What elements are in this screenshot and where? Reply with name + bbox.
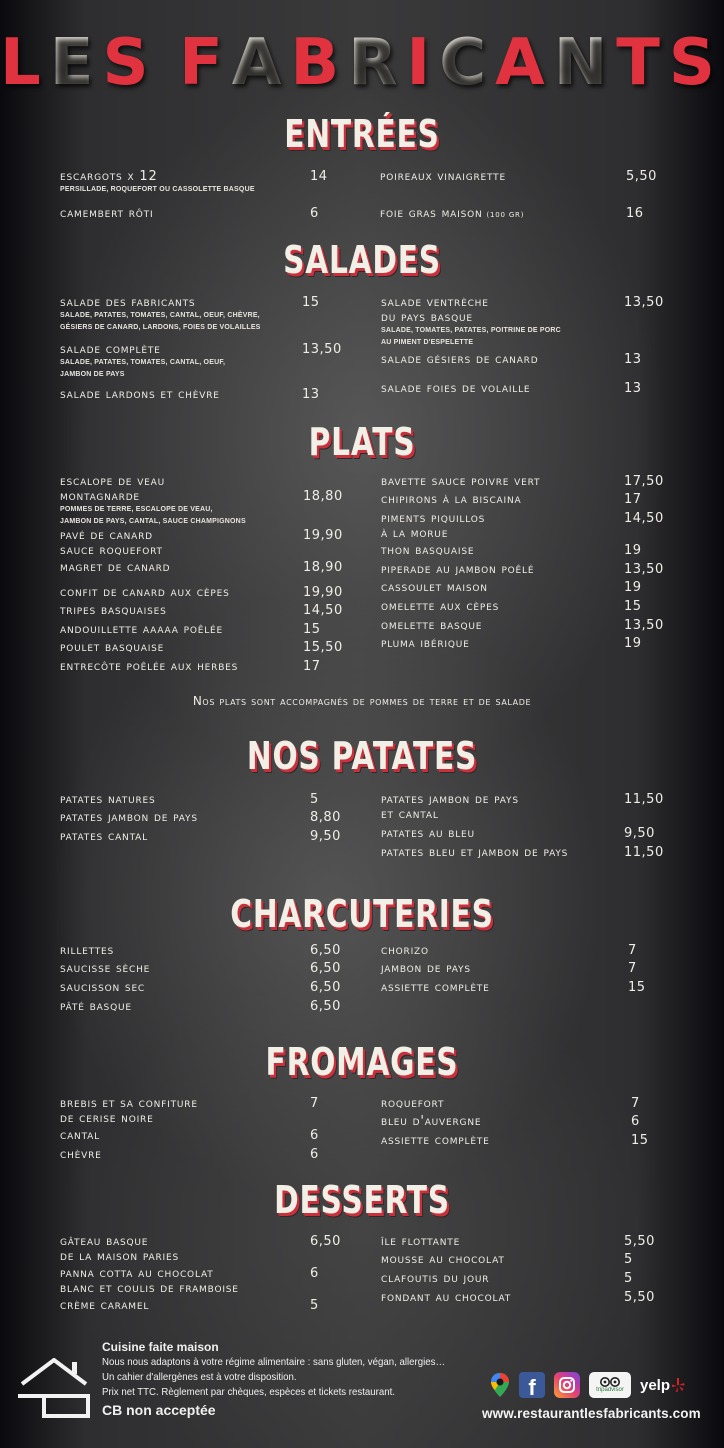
- menu-item: [60, 1298, 360, 1313]
- title-letter: R: [348, 26, 407, 100]
- item-price: 5,50: [624, 1234, 655, 1249]
- item-price: 7: [628, 943, 637, 958]
- menu-item: [60, 640, 360, 655]
- item-price: 15: [302, 295, 320, 310]
- item-price: 6: [310, 1266, 319, 1281]
- item-name-text: pavé de canard: [60, 528, 153, 543]
- menu-item: [60, 206, 360, 221]
- item-name-text: patates natures: [60, 792, 156, 807]
- item-price: 16: [626, 206, 644, 221]
- heading-salades: SALADES: [283, 238, 441, 282]
- item-description: GÉSIERS DE CANARD, LARDONS, FOIES DE VOLAILLES: [60, 324, 261, 331]
- menu-item: [60, 829, 360, 844]
- item-price: 18,80: [303, 489, 343, 504]
- item-price: 13: [624, 352, 642, 367]
- item-description: PERSILLADE, ROQUEFORT OU CASSOLETTE BASQUE: [60, 186, 255, 193]
- item-price: 6: [310, 1128, 319, 1143]
- item-price: 13,50: [302, 342, 342, 357]
- item-price: 5: [310, 1298, 319, 1313]
- item-name-line2: sauce roquefort: [60, 543, 163, 558]
- item-name: [60, 474, 360, 489]
- item-name-line2: de la maison paries: [60, 1249, 180, 1264]
- menu-item: [60, 387, 370, 402]
- item-price: 13,50: [624, 295, 664, 310]
- item-name-text: panna cotta au chocolat: [60, 1266, 214, 1281]
- item-name-line2: du pays basque: [381, 310, 473, 325]
- menu-item: [381, 618, 681, 633]
- menu-item: [381, 381, 681, 396]
- menu-item: [60, 999, 360, 1014]
- item-name-text: saucisson sec: [60, 980, 146, 995]
- menu-item: [60, 810, 360, 825]
- menu-item: [380, 169, 680, 184]
- item-name-text: fondant au chocolat: [381, 1290, 512, 1305]
- instagram-icon[interactable]: [554, 1372, 580, 1398]
- item-price: 6,50: [310, 1234, 341, 1249]
- facebook-label: f: [528, 1375, 536, 1400]
- item-name-text: jambon de pays: [381, 961, 471, 976]
- menu-item: [381, 295, 681, 349]
- item-name-text: bleu d'auvergne: [381, 1114, 482, 1129]
- item-name-text: omelette aux cèpes: [381, 599, 500, 614]
- item-name-text: bavette sauce poivre vert: [381, 474, 541, 489]
- item-description: SALADE, PATATES, TOMATES, CANTAL, OEUF, CHÈVRE,: [60, 312, 260, 319]
- item-description: POMMES DE TERRE, ESCALOPE DE VEAU,: [60, 506, 213, 513]
- footer-payment-note: CB non acceptée: [102, 1402, 216, 1418]
- item-name-text: cassoulet maison: [381, 580, 488, 595]
- item-name-text: pluma ibérique: [381, 636, 470, 651]
- item-name-text: thon basquaise: [381, 543, 475, 558]
- item-description: JAMBON DE PAYS: [60, 371, 125, 378]
- item-price: 19: [624, 543, 642, 558]
- item-name-text: omelette basque: [381, 618, 483, 633]
- item-name-text: salade des fabricants: [60, 295, 196, 310]
- footer-line: Un cahier d'allergènes est à votre disposition.: [102, 1371, 297, 1383]
- item-name: [381, 1271, 681, 1286]
- item-price: 5,50: [626, 169, 657, 184]
- menu-item: [381, 980, 681, 995]
- item-name-text: mousse au chocolat: [381, 1252, 505, 1267]
- menu-item: [381, 352, 681, 367]
- heading-charcuteries: CHARCUTERIES: [230, 892, 494, 936]
- item-price: 14,50: [303, 603, 343, 618]
- item-name-text: patates jambon de pays: [60, 810, 198, 825]
- item-name-text: brebis et sa confiture: [60, 1096, 198, 1111]
- item-price: 9,50: [310, 829, 341, 844]
- item-price: 15: [303, 622, 321, 637]
- menu-item: [60, 1147, 360, 1162]
- item-name: [381, 1252, 681, 1267]
- facebook-icon[interactable]: [519, 1372, 545, 1398]
- menu-item: [381, 1096, 681, 1111]
- title-letter: B: [290, 26, 349, 100]
- heading-plats: PLATS: [308, 420, 416, 464]
- menu-item: [60, 528, 360, 558]
- item-price: 5: [310, 792, 319, 807]
- item-name-text: crème caramel: [60, 1298, 150, 1313]
- item-name-text: poulet basquaise: [60, 640, 165, 655]
- item-name-text: escargots x 12: [60, 169, 158, 184]
- item-name-text: cantal: [60, 1128, 100, 1143]
- menu-item: [60, 980, 360, 995]
- item-name-line2: et cantal: [381, 807, 439, 822]
- item-name-text: pâté basque: [60, 999, 132, 1014]
- item-name-text: escalope de veau: [60, 474, 165, 489]
- menu-item: [60, 1266, 360, 1296]
- title-letter: S: [668, 26, 724, 100]
- item-name-text: piperade au jambon poêlé: [381, 562, 535, 577]
- item-name-text: camembert rôti: [60, 206, 154, 221]
- tripadvisor-icon[interactable]: [589, 1372, 631, 1398]
- restaurant-title: [0, 28, 724, 98]
- item-name-text: tripes basquaises: [60, 603, 167, 618]
- title-letter: T: [616, 26, 669, 100]
- map-pin-icon[interactable]: [490, 1372, 510, 1398]
- item-price: 11,50: [624, 845, 664, 860]
- menu-item: [60, 792, 360, 807]
- item-name-text: chèvre: [60, 1147, 102, 1162]
- item-price: 6,50: [310, 980, 341, 995]
- item-price: 5: [624, 1252, 633, 1267]
- item-price: 8,80: [310, 810, 341, 825]
- heading-desserts: DESSERTS: [274, 1178, 450, 1222]
- item-price: 6,50: [310, 961, 341, 976]
- item-name-text: gâteau basque: [60, 1234, 149, 1249]
- menu-item: [60, 622, 360, 637]
- item-name-text: andouillette aaaaa poêlée: [60, 622, 224, 637]
- item-name-text: entrecôte poêlée aux herbes: [60, 659, 239, 674]
- item-name-text: salade ventrèche: [381, 295, 489, 310]
- title-letter: L: [0, 26, 50, 100]
- menu-item: [381, 543, 681, 558]
- menu-item: [381, 1290, 681, 1305]
- item-name-text: foie gras maison: [380, 206, 483, 221]
- item-name-text: assiette complète: [381, 980, 490, 995]
- item-name-text: assiette complète: [381, 1133, 490, 1148]
- heading-fromages: FROMAGES: [265, 1040, 459, 1084]
- title-letter: S: [102, 26, 158, 100]
- item-name-text: rillettes: [60, 943, 115, 958]
- item-name: [60, 295, 370, 310]
- item-price: 19: [624, 636, 642, 651]
- item-name-line2: montagnarde: [60, 489, 140, 504]
- title-letter: C: [439, 26, 496, 100]
- menu-item: [60, 961, 360, 976]
- menu-item: [60, 342, 370, 381]
- tripadvisor-label: tripadvisor: [596, 1387, 624, 1393]
- house-icon: [16, 1358, 92, 1418]
- menu-item: [381, 599, 681, 614]
- menu-item: [381, 511, 681, 541]
- menu-item: [381, 1133, 681, 1148]
- item-price: 17: [303, 659, 321, 674]
- menu-item: [60, 1096, 360, 1126]
- item-name-text: patates au bleu: [381, 826, 475, 841]
- item-price: 13: [624, 381, 642, 396]
- menu-item: [381, 1234, 681, 1249]
- footer-info: [102, 1340, 475, 1420]
- item-price: 15: [631, 1133, 649, 1148]
- item-price: 19: [624, 580, 642, 595]
- menu-item: [381, 845, 681, 860]
- item-price: 19,90: [303, 528, 343, 543]
- title-letter: I: [406, 26, 440, 100]
- social-links: [490, 1372, 685, 1398]
- yelp-label: yelp: [640, 1376, 671, 1394]
- menu-item: [60, 474, 360, 528]
- item-name-text: poireaux vinaigrette: [380, 169, 506, 184]
- menu-item: [380, 206, 680, 223]
- menu-item: [60, 169, 360, 196]
- item-name-suffix: (100 GR): [486, 211, 525, 219]
- menu-item: [381, 580, 681, 595]
- item-price: 18,90: [303, 560, 343, 575]
- item-description: SALADE, PATATES, TOMATES, CANTAL, OEUF,: [60, 359, 226, 366]
- item-name-text: chipirons à la biscaina: [381, 492, 522, 507]
- menu-item: [381, 1271, 681, 1286]
- yelp-icon[interactable]: [640, 1377, 685, 1394]
- item-price: 9,50: [624, 826, 655, 841]
- item-price: 7: [310, 1096, 319, 1111]
- item-price: 6,50: [310, 999, 341, 1014]
- menu-item: [60, 1234, 360, 1264]
- menu-item: [60, 560, 360, 575]
- item-name: [60, 387, 370, 402]
- item-name-line2: de cerise noire: [60, 1111, 154, 1126]
- menu-item: [381, 1252, 681, 1267]
- item-name-line2: à la morue: [381, 526, 449, 541]
- menu-item: [60, 603, 360, 618]
- item-description: JAMBON DE PAYS, CANTAL, SAUCE CHAMPIGNONS: [60, 518, 246, 525]
- item-price: 15,50: [303, 640, 343, 655]
- item-name-text: chorizo: [381, 943, 429, 958]
- title-letter: A: [495, 26, 554, 100]
- menu-item: [381, 474, 681, 489]
- item-price: 5: [624, 1271, 633, 1286]
- menu-item: [381, 636, 681, 651]
- menu-item: [381, 943, 681, 958]
- item-description: AU PIMENT D'ESPELETTE: [381, 339, 474, 346]
- footer-line: Nous nous adaptons à votre régime alimentaire : sans gluten, végan, allergies…: [102, 1356, 446, 1368]
- item-name-text: patates cantal: [60, 829, 148, 844]
- item-description: SALADE, TOMATES, PATATES, POITRINE DE PORC: [381, 327, 561, 334]
- menu-item: [381, 492, 681, 507]
- item-name-text: salade foies de volaille: [381, 381, 531, 396]
- item-name-text: salade gésiers de canard: [381, 352, 539, 367]
- item-price: 15: [628, 980, 646, 995]
- heading-entrees: ENTRÉES: [284, 112, 440, 156]
- item-name-text: patates bleu et jambon de pays: [381, 845, 569, 860]
- menu-item: [381, 961, 681, 976]
- title-letter: F: [179, 26, 232, 100]
- menu-item: [60, 295, 370, 334]
- item-price: 17: [624, 492, 642, 507]
- item-price: 13,50: [624, 562, 664, 577]
- menu-item: [60, 943, 360, 958]
- heading-nos-patates: NOS PATATES: [246, 734, 478, 778]
- item-price: 6,50: [310, 943, 341, 958]
- item-price: 13,50: [624, 618, 664, 633]
- item-name-text: piments piquillos: [381, 511, 486, 526]
- item-price: 14: [310, 169, 328, 184]
- item-price: 19,90: [303, 585, 343, 600]
- menu-item: [60, 1128, 360, 1143]
- item-price: 7: [628, 961, 637, 976]
- item-price: 6: [631, 1114, 640, 1129]
- item-price: 15: [624, 599, 642, 614]
- item-price: 11,50: [624, 792, 664, 807]
- item-name-text: saucisse sèche: [60, 961, 151, 976]
- item-name-text: patates jambon de pays: [381, 792, 519, 807]
- item-name-text: clafoutis du jour: [381, 1271, 490, 1286]
- menu-item: [381, 826, 681, 841]
- item-price: 5,50: [624, 1290, 655, 1305]
- item-price: 6: [310, 1147, 319, 1162]
- item-price: 17,50: [624, 474, 664, 489]
- plats-note: Nos plats sont accompagnés de pommes de terre et de salade: [192, 694, 532, 708]
- menu-item: [381, 792, 681, 822]
- title-letter: E: [49, 26, 103, 100]
- menu-item: [60, 659, 360, 674]
- title-letter: A: [231, 26, 291, 100]
- item-price: 6: [310, 206, 319, 221]
- item-name-text: roquefort: [381, 1096, 445, 1111]
- item-name-text: magret de canard: [60, 560, 171, 575]
- item-price: 13: [302, 387, 320, 402]
- title-letter: N: [553, 26, 617, 100]
- website-link[interactable]: www.restaurantlesfabricants.com: [482, 1406, 701, 1421]
- menu-item: [60, 585, 360, 600]
- item-name-text: salade lardons et chèvre: [60, 387, 220, 402]
- footer-heading: Cuisine faite maison: [102, 1340, 219, 1354]
- item-price: 7: [631, 1096, 640, 1111]
- menu-item: [381, 1114, 681, 1129]
- item-price: 14,50: [624, 511, 664, 526]
- item-name-text: île flottante: [381, 1234, 461, 1249]
- item-name-line2: blanc et coulis de framboise: [60, 1281, 239, 1296]
- footer-line: Prix net TTC. Règlement par chèques, espèces et tickets restaurant.: [102, 1386, 395, 1398]
- item-name-text: salade complète: [60, 342, 161, 357]
- item-name-text: confit de canard aux cèpes: [60, 585, 230, 600]
- menu-item: [381, 562, 681, 577]
